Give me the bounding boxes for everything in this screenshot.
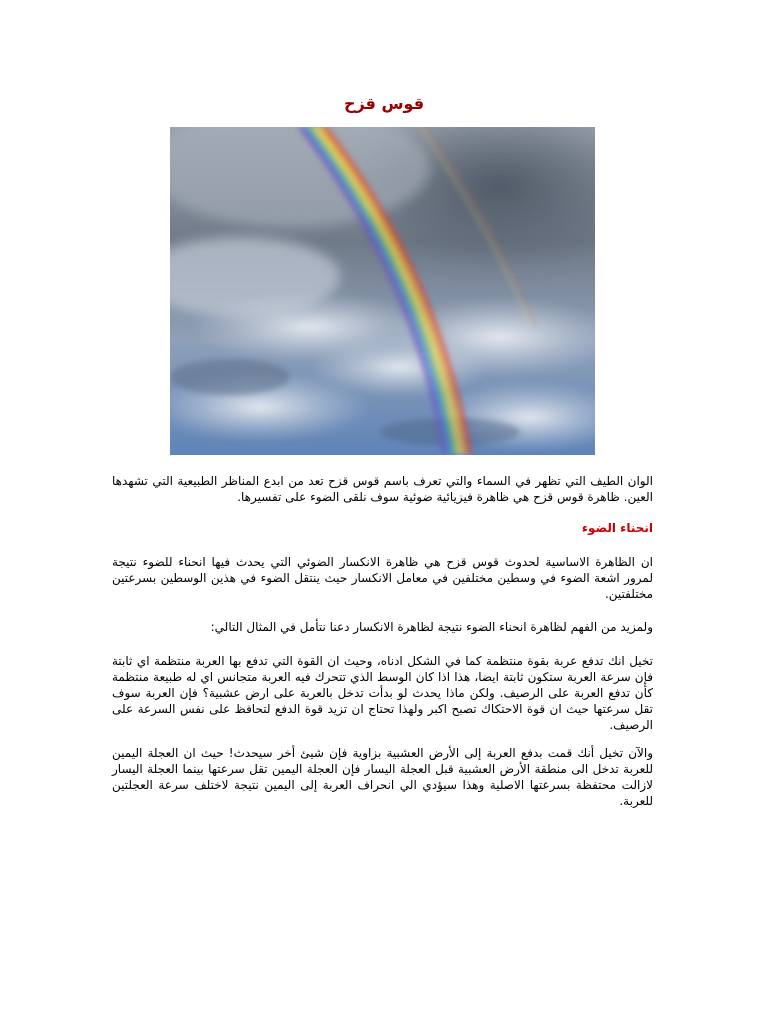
section-paragraph-3: تخيل انك تدفع عربة بقوة منتظمة كما في الشكل ادناه، وحيث ان القوة التي تدفع بها العربة منتظمة اي ثابتة فإن سرعة العربة ستكون ثابتة ايضا، هذا اذا كان الوسط الذي تتحرك فيه العربة متجانس اي له طبيعة منتظمة كأن تدفع العربة على الرصيف. ولكن ماذا يحدث لو بدأت تدخل بالعربة على ارض عشبية؟ فإن العربة سوف تقل سرعتها حيث ان قوة الاحتكاك تصبح اكبر ولهذا تحتاج ان تزيد قوة الدفع لتحافظ على نفس السرعة على الرصيف. [112,654,653,732]
section-paragraph-4: والآن تخيل أنك قمت بدفع العربة إلى الأرض العشبية بزاوية فإن شيئ أخر سيحدث! حيث ان العجلة اليمين للعربة تدخل الى منطقة الأرض العشبية قبل العجلة اليسار فإن العجلة اليمين تقل سرعتها بينما العجلة اليسار لازالت محتفظة بسرعتها الاصلية وهذا سيؤدي الي انحراف العربة إلى اليمين نتيجة لاختلف سرعة العجلتين للعربة. [112,746,653,808]
section-paragraph-1: ان الظاهرة الاساسية لحدوث قوس قزح هي ظاهرة الانكسار الضوئي التي يحدث فيها انحناء للضوء نتيجة لمرور اشعة الضوء في وسطين مختلفين في معامل الانكسار حيث ينتقل الضوء في هذين الوسطين بسرعتين مختلفتين. [112,555,653,601]
intro-paragraph: الوان الطيف التي تظهر في السماء والتي تعرف باسم قوس قزح تعد من ابدع المناظر الطبيعية التي تشهدها العين. ظاهرة قوس قزح هي ظاهرة فيزيائية ضوئية سوف نلقى الضوء على تفسيرها. [112,474,653,504]
section-heading: انحناء الضوء [581,521,653,535]
rainbow-photo [170,127,595,455]
section-paragraph-2: ولمزيد من الفهم لظاهرة انحناء الضوء نتيجة لظاهرة الانكسار دعنا نتأمل في المثال التالي: [210,620,653,634]
page-title: قوس قزح [343,94,425,113]
